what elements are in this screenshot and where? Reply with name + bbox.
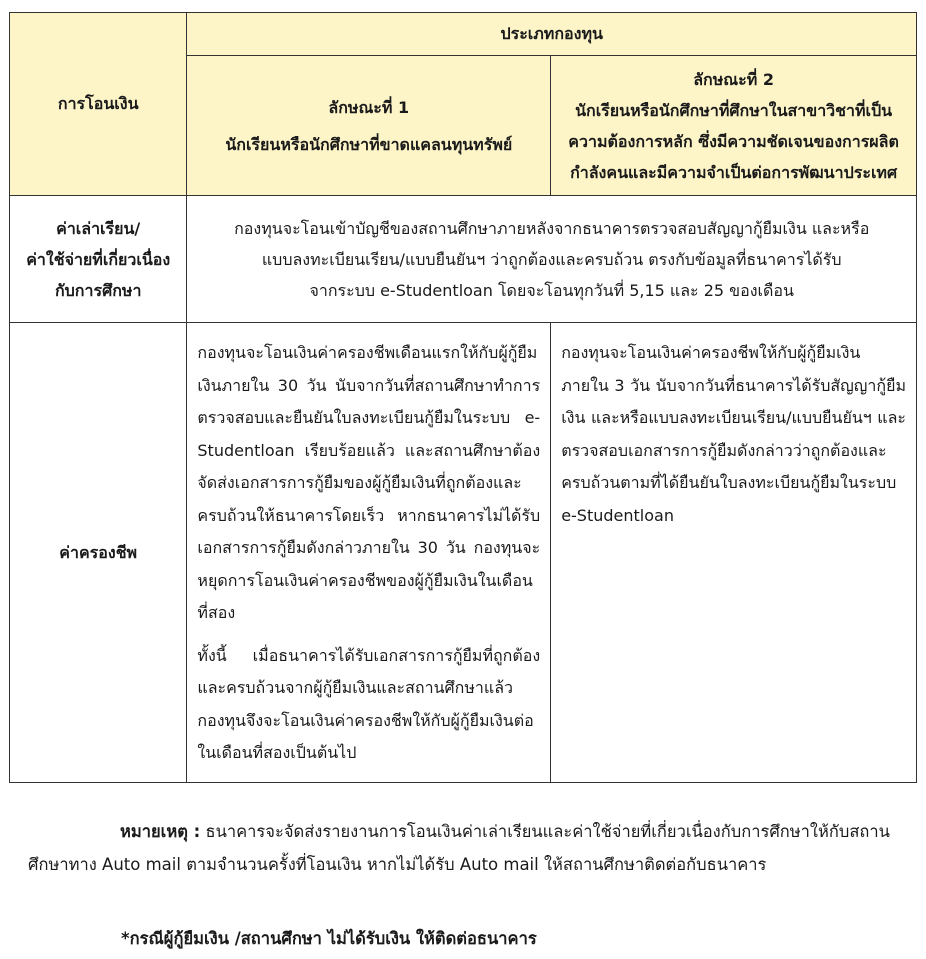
tuition-label-line-2: ค่าใช้จ่ายที่เกี่ยวเนื่อง — [26, 249, 171, 269]
note-label: หมายเหตุ : — [120, 822, 201, 841]
living-cost-row — [10, 323, 917, 783]
living-char1-cell — [187, 323, 551, 783]
tuition-label-cell — [10, 196, 187, 323]
char2-title: ลักษณะที่ 2 — [693, 69, 774, 89]
char1-description: นักเรียนหรือนักศึกษาที่ขาดแคลนทุนทรัพย์ — [225, 134, 513, 154]
living-label-cell — [10, 323, 187, 783]
tuition-text-line-3: จากระบบ e-Studentloan โดยจะโอนทุกวันที่ 5,15 และ 25 ของเดือน — [309, 280, 794, 300]
fund-transfer-table — [9, 12, 917, 783]
header-char2-cell — [551, 56, 917, 196]
header-transfer-cell — [10, 13, 187, 196]
living-char2-cell — [551, 323, 917, 783]
tuition-label-line-1: ค่าเล่าเรียน/ — [56, 218, 141, 238]
header-fund-type-label: ประเภทกองทุน — [500, 23, 603, 43]
header-transfer-label: การโอนเงิน — [57, 93, 139, 113]
header-fund-type-cell — [187, 13, 917, 56]
tuition-text-cell — [187, 196, 917, 323]
header-char1-cell — [187, 56, 551, 196]
tuition-text-line-2: แบบลงทะเบียนเรียน/แบบยืนยันฯ ว่าถูกต้องและครบถ้วน ตรงกับข้อมูลที่ธนาคารได้รับ — [261, 249, 842, 269]
note-text: ธนาคารจะจัดส่งรายงานการโอนเงินค่าเล่าเรียนและค่าใช้จ่ายที่เกี่ยวเนื่องกับการศึกษาให้กับสถานศึกษาทาง Auto mail ตามจำนวนครั้งที่โอนเงิน หากไม่ได้รับ Auto mail ให้สถานศึกษาติดต่อกับธนาคาร — [28, 822, 890, 874]
living-char2-text: กองทุนจะโอนเงินค่าครองชีพให้กับผู้กู้ยืมเงินภายใน 3 วัน นับจากวันที่ธนาคารได้รับสัญญากู้ยืมเงิน และหรือแบบลงทะเบียนเรียน/แบบยืนยันฯ และตรวจสอบเอกสารการกู้ยืมดังกล่าวว่าถูกต้องและครบถ้วนตามที่ได้ยืนยันใบลงทะเบียนกู้ยืมในระบบ e-Studentloan — [561, 343, 906, 525]
tuition-row — [10, 196, 917, 323]
char1-title: ลักษณะที่ 1 — [328, 97, 410, 117]
char2-description-line-3: กำลังคนและมีความจำเป็นต่อการพัฒนาประเทศ — [570, 162, 898, 182]
char2-description-line-1: นักเรียนหรือนักศึกษาที่ศึกษาในสาขาวิชาที่เป็น — [575, 100, 893, 120]
contact-note: *กรณีผู้กู้ยืมเงิน /สถานศึกษา ไม่ได้รับเงิน ให้ติดต่อธนาคาร — [121, 929, 537, 948]
living-char1-paragraph-1: กองทุนจะโอนเงินค่าครองชีพเดือนแรกให้กับผู้กู้ยืมเงินภายใน 30 วัน นับจากวันที่สถานศึกษาทำการตรวจสอบและยืนยันใบลงทะเบียนกู้ยืมในระบบ e-Studentloan เรียบร้อยแล้ว และสถานศึกษาต้องจัดส่งเอกสารการกู้ยืมของผู้กู้ยืมเงินที่ถูกต้องและครบถ้วนให้ธนาคารโดยเร็ว หากธนาคารไม่ได้รับเอกสารการกู้ยืมดังกล่าวภายใน 30 วัน กองทุนจะหยุดการโอนเงินค่าครองชีพของผู้กู้ยืมเงินในเดือนที่สอง — [197, 343, 541, 622]
table-header-row-1 — [10, 13, 917, 56]
note-paragraph — [28, 815, 903, 881]
living-label: ค่าครองชีพ — [59, 542, 138, 562]
tuition-label-line-3: กับการศึกษา — [54, 280, 142, 300]
tuition-text-line-1: กองทุนจะโอนเข้าบัญชีของสถานศึกษาภายหลังจากธนาคารตรวจสอบสัญญากู้ยืมเงิน และหรือ — [234, 218, 870, 238]
char2-description-line-2: ความต้องการหลัก ซึ่งมีความชัดเจนของการผลิต — [568, 131, 899, 151]
living-char1-paragraph-2: ทั้งนี้ เมื่อธนาคารได้รับเอกสารการกู้ยืมที่ถูกต้องและครบถ้วนจากผู้กู้ยืมเงินและสถานศึกษาแล้ว กองทุนจึงจะโอนเงินค่าครองชีพให้กับผู้กู้ยืมเงินต่อในเดือนที่สองเป็นต้นไป — [197, 645, 541, 762]
